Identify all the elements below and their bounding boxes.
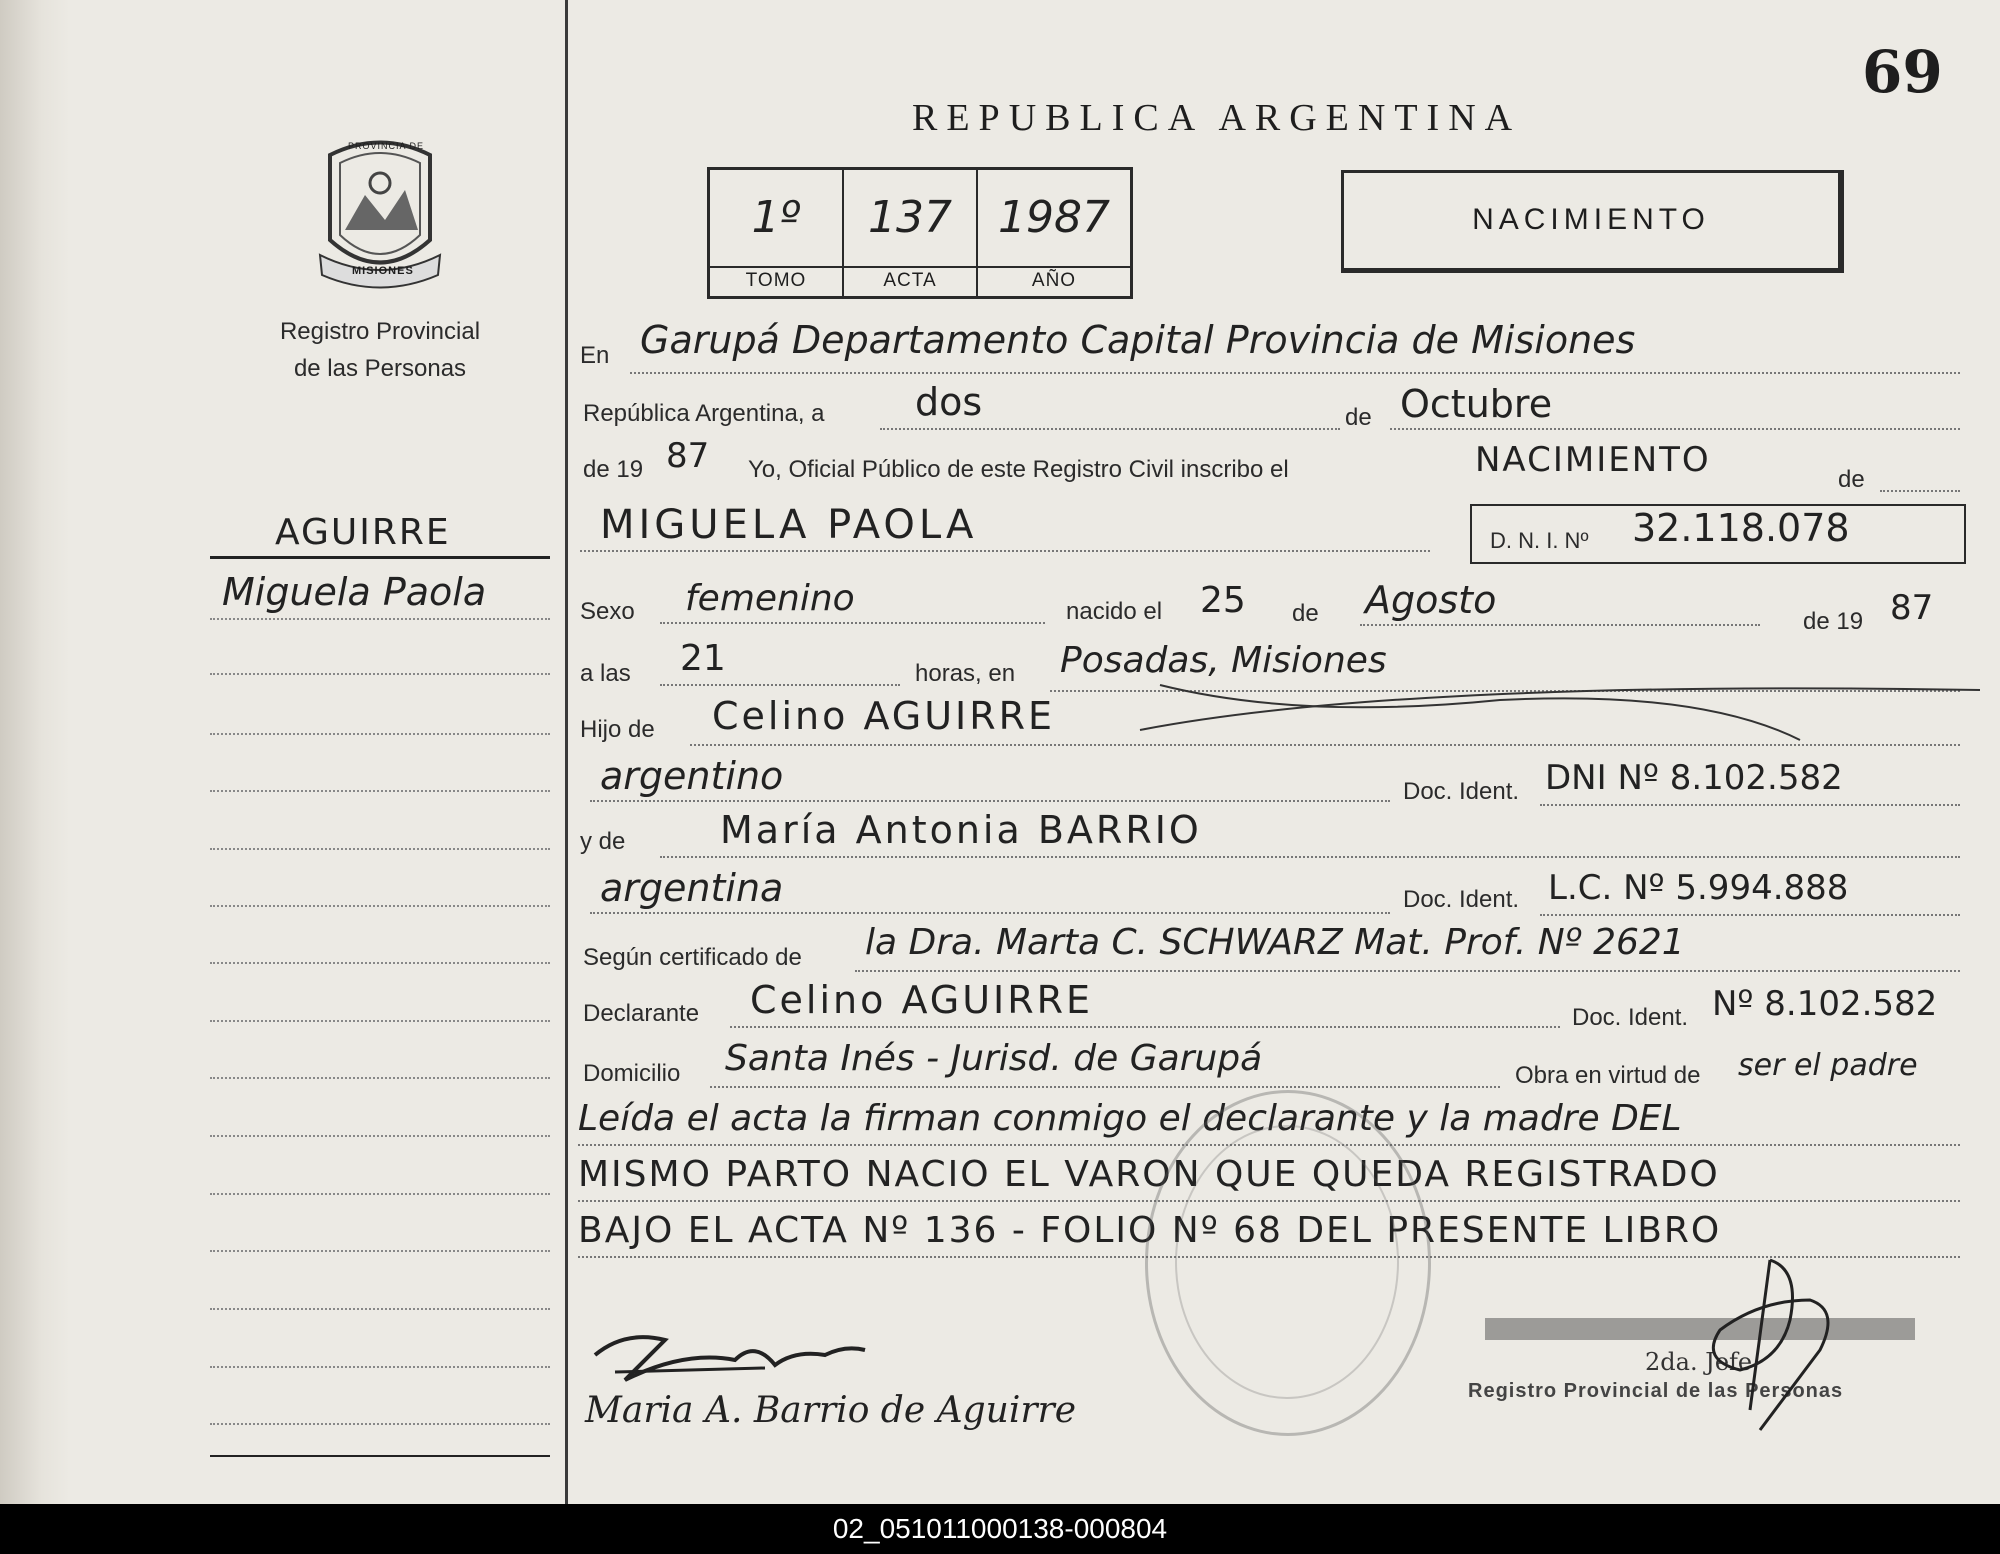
birth-month: Agosto bbox=[1365, 578, 1497, 622]
record-type-box bbox=[1341, 170, 1844, 273]
province-seal bbox=[310, 135, 450, 290]
declarante-value: Celino AGUIRRE bbox=[750, 978, 1094, 1022]
margin-line bbox=[210, 1423, 550, 1425]
margin-line bbox=[210, 1020, 550, 1022]
line-child-name bbox=[580, 550, 1430, 552]
record-type-label: NACIMIENTO bbox=[1472, 203, 1710, 236]
nacido-label: nacido el bbox=[1066, 598, 1163, 625]
inscribo-text: Yo, Oficial Público de este Registro Civil inscribo el bbox=[748, 456, 1289, 483]
en-label: En bbox=[580, 342, 610, 369]
officer-signature bbox=[1640, 1240, 1860, 1440]
year-prefix: de 19 bbox=[583, 456, 644, 483]
record-number-box bbox=[707, 167, 1133, 299]
margin-line bbox=[210, 1135, 550, 1137]
page-binding-edge bbox=[0, 0, 70, 1504]
line-hour bbox=[660, 684, 900, 686]
ano-label: AÑO bbox=[1031, 270, 1077, 291]
father-doc: DNI Nº 8.102.582 bbox=[1545, 758, 1843, 798]
de-label-birth: de bbox=[1292, 600, 1319, 627]
birth-place: Posadas, Misiones bbox=[1060, 640, 1387, 681]
father-nationality: argentino bbox=[600, 754, 784, 798]
day-value: dos bbox=[915, 380, 983, 424]
margin-line bbox=[210, 1366, 550, 1368]
line-mother bbox=[660, 856, 1960, 858]
margin-line bbox=[210, 790, 550, 792]
declarante-doc: Nº 8.102.582 bbox=[1712, 984, 1938, 1024]
mother-name: María Antonia BARRIO bbox=[720, 808, 1202, 852]
officer-stamp-line2: Registro Provincial de las Personas bbox=[1468, 1380, 1844, 1402]
strike-lines bbox=[1100, 660, 2000, 760]
margin-bottom-rule bbox=[210, 1455, 550, 1457]
registry-name-line1: Registro Provincial bbox=[279, 318, 481, 345]
acta-value: 137 bbox=[868, 192, 952, 243]
line-certificado bbox=[855, 970, 1960, 972]
file-id-footer: 02_051011000138-000804 bbox=[0, 1504, 2000, 1554]
birth-year-suffix: 87 bbox=[1890, 588, 1934, 628]
acta-label: ACTA bbox=[883, 270, 937, 291]
line-father-doc bbox=[1540, 804, 1960, 806]
note-line1: Leída el acta la firman conmigo el declarante y la madre DEL bbox=[578, 1098, 1682, 1139]
de-label-end: de bbox=[1838, 466, 1865, 493]
line-father-nat bbox=[590, 800, 1390, 802]
margin-line bbox=[210, 848, 550, 850]
birth-day: 25 bbox=[1200, 580, 1246, 621]
ano-cell bbox=[978, 170, 1130, 296]
ano-value: 1987 bbox=[998, 192, 1110, 243]
inscribo-value: NACIMIENTO bbox=[1475, 440, 1711, 480]
line-place bbox=[630, 372, 1960, 374]
officer-stamp-line1: 2da. Jefe bbox=[1645, 1348, 1753, 1376]
domicilio-value: Santa Inés - Jurisd. de Garupá bbox=[725, 1038, 1263, 1079]
line-day bbox=[880, 428, 1340, 430]
margin-line bbox=[210, 905, 550, 907]
place-value: Garupá Departamento Capital Provincia de Misiones bbox=[640, 318, 1636, 362]
seal-bottom-text: MISIONES bbox=[352, 265, 414, 277]
margin-line bbox=[210, 1250, 550, 1252]
margin-line bbox=[210, 1077, 550, 1079]
margin-line bbox=[210, 1193, 550, 1195]
note-line2: MISMO PARTO NACIO EL VARON QUE QUEDA REGISTRADO bbox=[578, 1154, 1720, 1195]
seal-top-text: PROVINCIA DE bbox=[348, 141, 425, 151]
certificado-value: la Dra. Marta C. SCHWARZ Mat. Prof. Nº 2621 bbox=[865, 922, 1685, 963]
child-name: MIGUELA PAOLA bbox=[600, 502, 978, 548]
box-divider bbox=[710, 266, 1130, 268]
line-mother-nat bbox=[590, 912, 1390, 914]
year-suffix: 87 bbox=[666, 436, 710, 476]
margin-line bbox=[210, 673, 550, 675]
note-line3: BAJO EL ACTA Nº 136 - FOLIO Nº 68 DEL PRESENTE LIBRO bbox=[578, 1210, 1722, 1251]
tomo-cell bbox=[710, 170, 844, 296]
line-declarante bbox=[730, 1026, 1560, 1028]
line-mother-doc bbox=[1540, 914, 1960, 916]
margin-line bbox=[210, 733, 550, 735]
doc-ident-label-declarante: Doc. Ident. bbox=[1572, 1004, 1689, 1031]
declarante-label: Declarante bbox=[583, 1000, 700, 1027]
tomo-value: 1º bbox=[751, 192, 801, 243]
doc-ident-label-mother: Doc. Ident. bbox=[1403, 886, 1520, 913]
obra-value: ser el padre bbox=[1738, 1048, 1918, 1083]
margin-surname: AGUIRRE bbox=[275, 512, 451, 553]
folio-number: 69 bbox=[1862, 38, 1943, 106]
line-birth-month bbox=[1360, 624, 1760, 626]
republica-label: República Argentina, a bbox=[583, 400, 825, 427]
declarant-signature bbox=[585, 1310, 875, 1400]
acta-cell bbox=[844, 170, 978, 296]
sexo-label: Sexo bbox=[580, 598, 635, 625]
line-sexo bbox=[660, 622, 1045, 624]
de-label-month: de bbox=[1345, 404, 1372, 431]
certificado-label: Según certificado de bbox=[583, 944, 802, 971]
alas-label: a las bbox=[580, 660, 631, 687]
margin-line bbox=[210, 1308, 550, 1310]
hijo-label: Hijo de bbox=[580, 716, 655, 743]
line-de bbox=[1880, 490, 1960, 492]
obra-label: Obra en virtud de bbox=[1515, 1062, 1701, 1089]
official-round-stamp-inner bbox=[1175, 1125, 1399, 1399]
father-name: Celino AGUIRRE bbox=[712, 694, 1056, 738]
column-divider bbox=[565, 0, 568, 1504]
dni-value: 32.118.078 bbox=[1632, 506, 1850, 550]
mother-doc: L.C. Nº 5.994.888 bbox=[1548, 868, 1849, 908]
mother-nationality: argentina bbox=[600, 866, 784, 910]
line-month bbox=[1390, 428, 1960, 430]
birth-year-prefix: de 19 bbox=[1803, 608, 1864, 635]
month-value: Octubre bbox=[1400, 382, 1553, 426]
margin-line bbox=[210, 618, 550, 620]
horas-label: horas, en bbox=[915, 660, 1016, 687]
doc-ident-label-father: Doc. Ident. bbox=[1403, 778, 1520, 805]
country-title: REPUBLICA ARGENTINA bbox=[912, 97, 1522, 139]
margin-given-names: Miguela Paola bbox=[222, 570, 487, 614]
yde-label: y de bbox=[580, 828, 626, 855]
dni-box bbox=[1470, 504, 1966, 564]
tomo-label: TOMO bbox=[745, 270, 807, 291]
mother-signature: Maria A. Barrio de Aguirre bbox=[585, 1390, 1077, 1431]
dni-label: D. N. I. Nº bbox=[1490, 528, 1589, 553]
margin-surname-underline bbox=[210, 556, 550, 559]
margin-line bbox=[210, 962, 550, 964]
registry-name-line2: de las Personas bbox=[293, 355, 467, 382]
hour-value: 21 bbox=[680, 638, 726, 679]
sexo-value: femenino bbox=[685, 578, 855, 619]
line-domicilio bbox=[710, 1086, 1500, 1088]
domicilio-label: Domicilio bbox=[583, 1060, 681, 1087]
